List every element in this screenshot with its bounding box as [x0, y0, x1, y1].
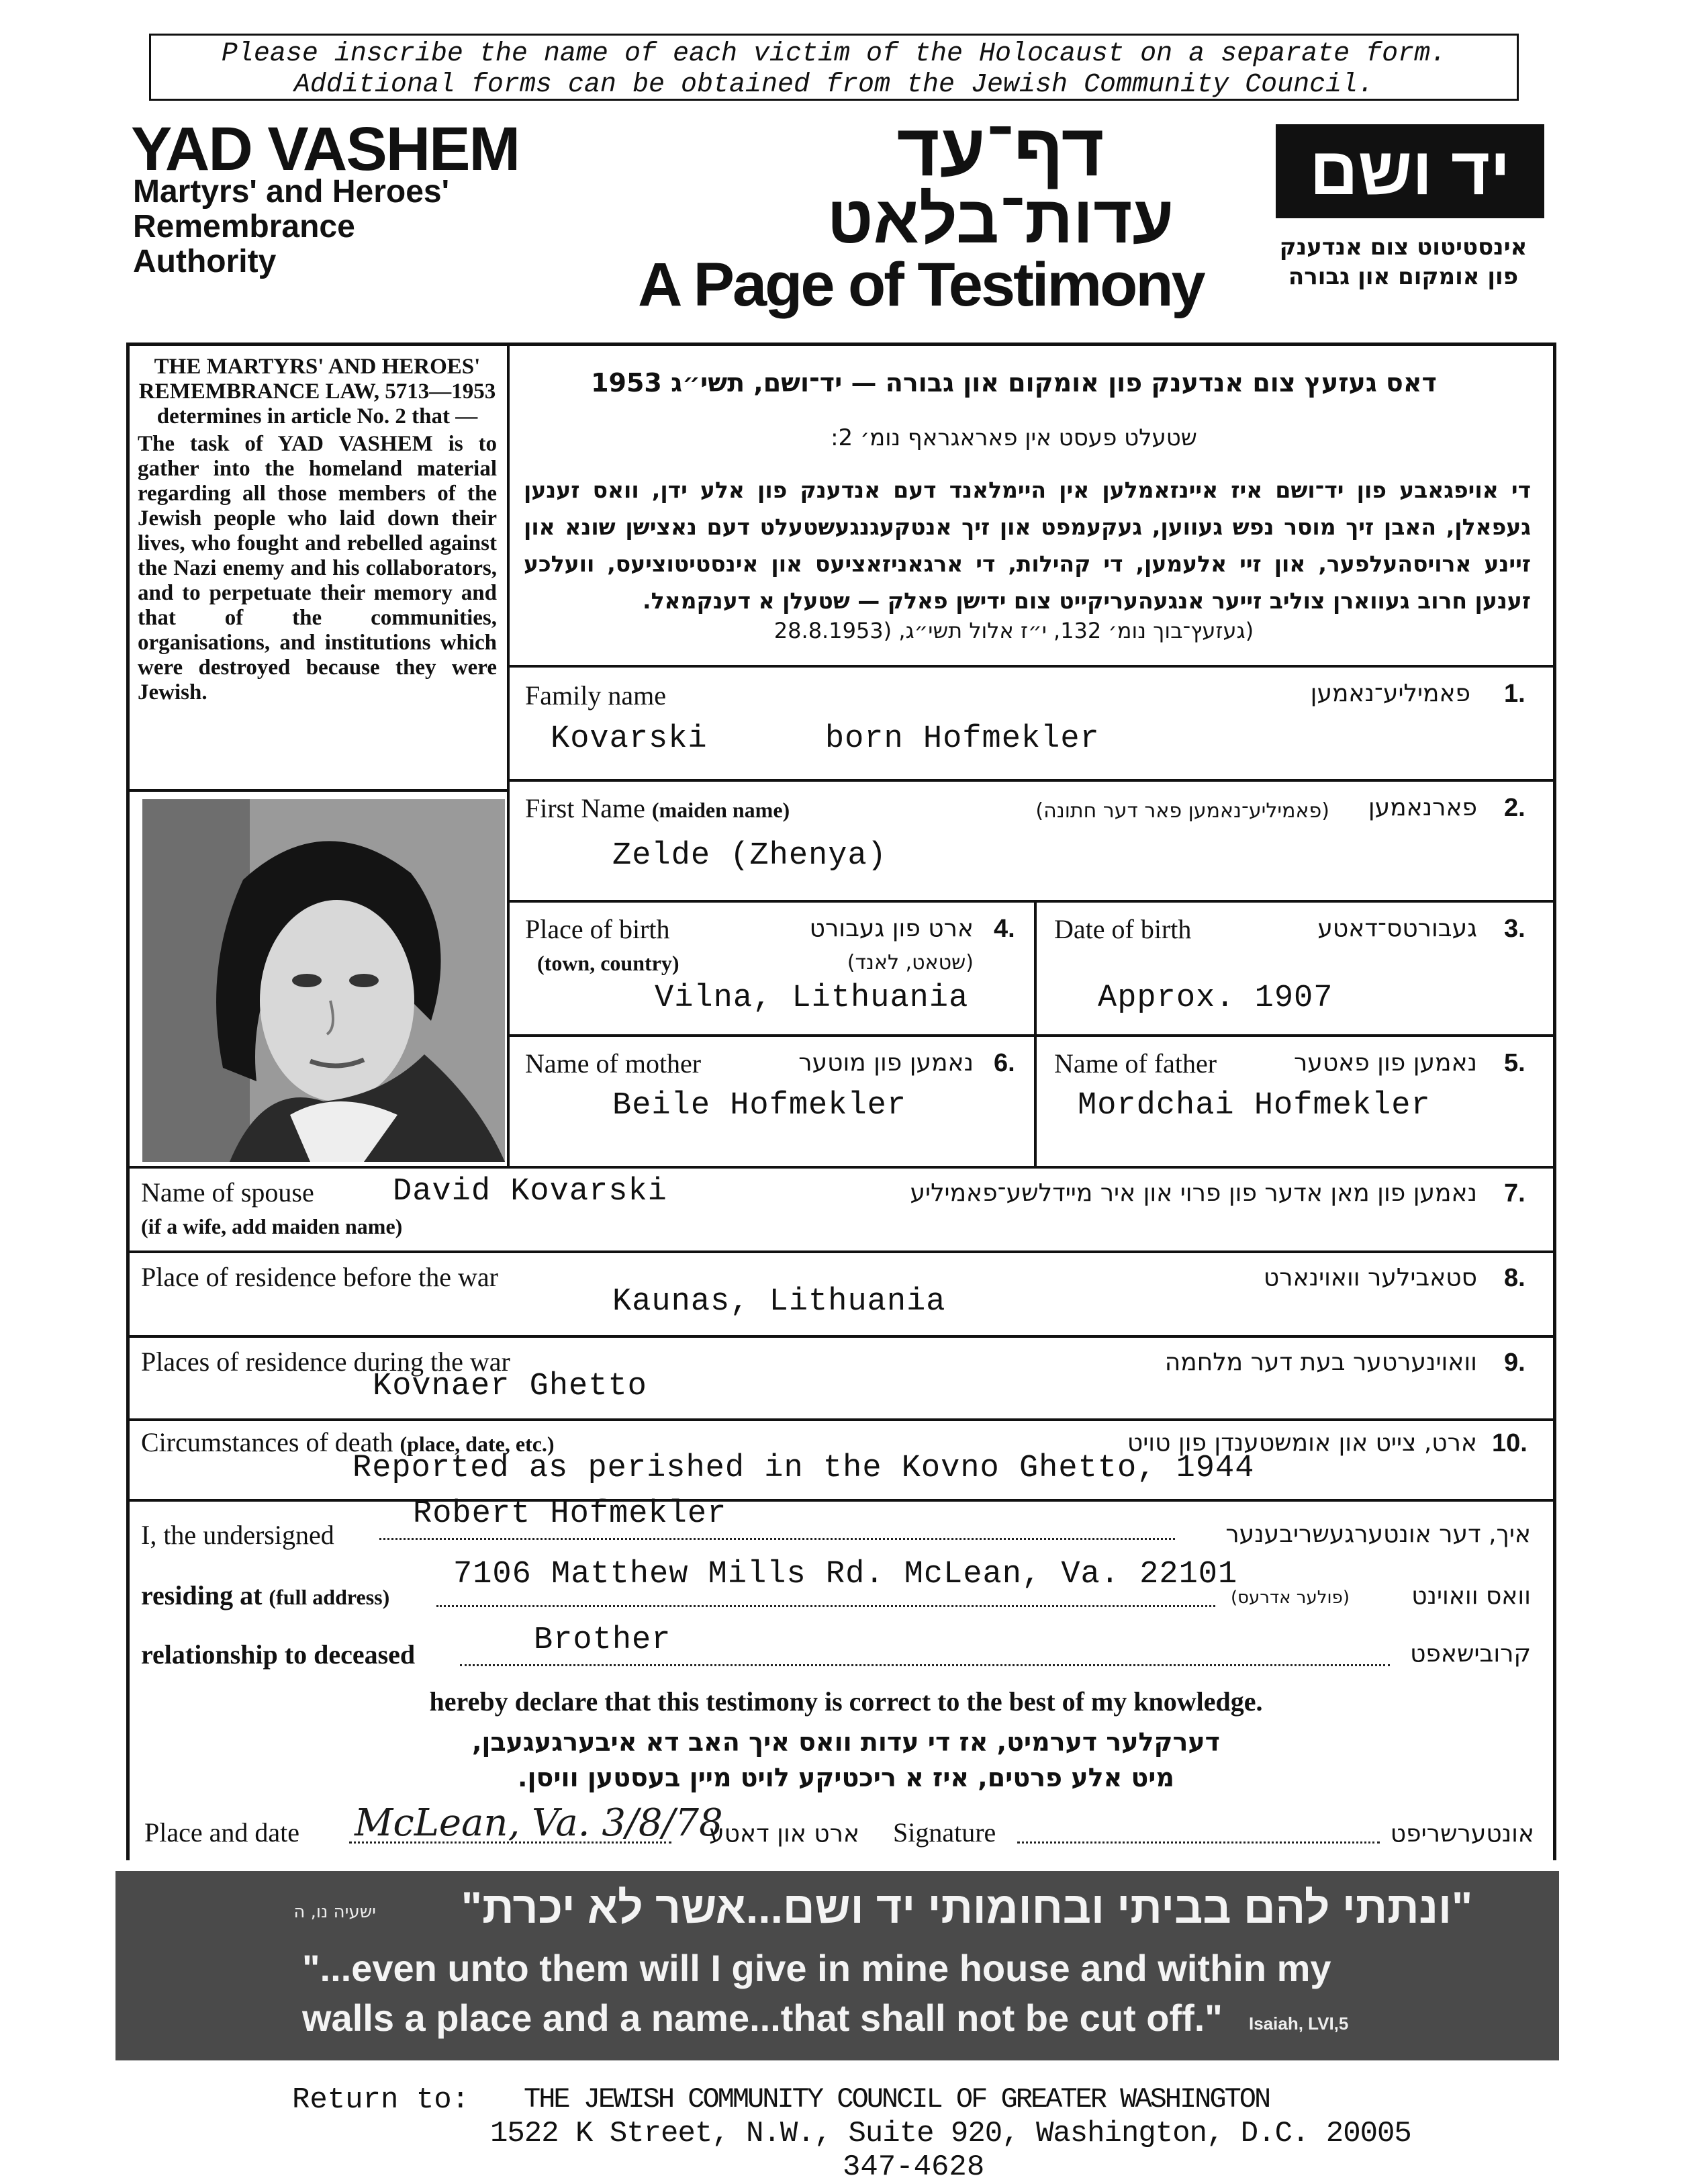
mother-name-heb: נאמען פון מוטער — [798, 1049, 974, 1077]
undersigned-label: I, the undersigned — [141, 1520, 334, 1550]
return-label: Return to: — [292, 2083, 470, 2117]
first-name-label — [525, 792, 790, 824]
death-label-sub: (place, date, etc.) — [399, 1432, 555, 1456]
heb-law-body: די אויפגאבע פון יד־ושם איז איינזאמלען אין היימלאנד דעם אנדענק פון אלע ידן, וואס זענען געפאלן, האבן זיך מוסר נפש געווען, געקעמפט און זיך אנטקעגנגעשטעלט דעם נאצישן שונא און זיינע ארויסהעלפער, און זיי אלעמען, די קהילות, די ארגאניזאציעס און אינסטיטוציעס, וועלכע זענען חרוב געווארן צוליב זייער אנגעהעריקייט צום ידישן פאלק — שטעלן א דענקמאל. — [524, 477, 1531, 614]
law-heading: THE MARTYRS' AND HEROES' REMEMBRANCE LAW, 5713—1953 — [138, 355, 496, 404]
return-phone: 347-4628 — [843, 2150, 985, 2184]
notice-line-2: Additional forms can be obtained from the Jewish Community Council. — [293, 70, 1374, 100]
residing-label-sub: (full address) — [269, 1585, 390, 1609]
field-4-num: 4. — [994, 915, 1015, 943]
org-sub-2: Remembrance — [133, 209, 355, 244]
field-1-num: 1. — [1504, 680, 1525, 708]
relationship-label: relationship to deceased — [141, 1639, 416, 1670]
place-date-label: Place and date — [144, 1817, 299, 1848]
org-sub-3: Authority — [133, 244, 277, 279]
death-circumstances-value[interactable]: Reported as perished in the Kovno Ghetto, 1944 — [352, 1451, 1255, 1486]
field-3-num: 3. — [1504, 915, 1525, 943]
yad-vashem-logo — [1276, 124, 1544, 218]
banner-ref: Isaiah, LVI,5 — [1249, 2013, 1349, 2034]
date-of-birth-label: Date of birth — [1054, 914, 1192, 944]
place-of-birth-label: Place of birth — [525, 914, 670, 944]
family-name-label: Family name — [525, 680, 666, 711]
first-name-heb: פארנאמען — [1368, 794, 1477, 821]
return-address: 1522 K Street, N.W., Suite 920, Washington, D.C. 20005 — [490, 2117, 1411, 2150]
spouse-value[interactable]: David Kovarski — [393, 1174, 667, 1210]
mother-name-value[interactable]: Beile Hofmekler — [612, 1088, 907, 1124]
field-6-num: 6. — [994, 1049, 1015, 1077]
undersigned-value[interactable]: Robert Hofmekler — [413, 1496, 727, 1532]
signature-label: Signature — [893, 1817, 996, 1848]
relationship-heb: קרובישאפט — [1410, 1640, 1531, 1668]
field-5-num: 5. — [1504, 1049, 1525, 1077]
declaration-heb-2: מיט אלע פרטים, איז א ריכטיקע לויט מיין בעסטען וויסן. — [518, 1763, 1174, 1792]
law-text-block — [138, 355, 497, 705]
father-name-heb: נאמען פון פאטער — [1293, 1049, 1477, 1077]
notice-line-1: Please inscribe the name of each victim of the Holocaust on a separate form. — [221, 39, 1447, 69]
residing-label — [141, 1580, 389, 1611]
family-name-value[interactable]: Kovarski born Hofmekler — [551, 721, 1100, 757]
residing-heb-sub: (פולער אדרעס) — [1231, 1588, 1350, 1608]
death-label-text: Circumstances of death — [141, 1427, 393, 1457]
logo-caption-1: אינסטיטוט צום אנדענק — [1279, 234, 1527, 261]
portrait-image — [142, 799, 505, 1162]
spouse-sub: (if a wife, add maiden name) — [141, 1214, 403, 1238]
first-name-value[interactable]: Zelde (Zhenya) — [612, 838, 887, 874]
place-of-birth-value[interactable]: Vilna, Lithuania — [655, 981, 969, 1016]
field-2-num: 2. — [1504, 794, 1525, 822]
father-name-label: Name of father — [1054, 1048, 1217, 1079]
date-of-birth-value[interactable]: Approx. 1907 — [1098, 981, 1333, 1016]
first-name-heb-sub: (פאמיליע־נאמען פאר דער חתונה) — [1035, 799, 1329, 823]
logo-text: יד ושם — [1309, 133, 1511, 209]
death-circumstances-heb: ארט, צייט און אומשטענדן פון טויט — [1127, 1429, 1477, 1457]
banner-heb: "ונתתי להם בביתי ובחומותי יד ושם...אשר לא יכרת" — [461, 1882, 1473, 1932]
victim-photo — [142, 799, 505, 1162]
residence-before-heb: סטאבילער וואוינארט — [1263, 1264, 1477, 1291]
place-date-heb: ארט און דאטע — [709, 1820, 859, 1848]
family-name-heb: פאמיליע־נאמען — [1310, 680, 1470, 707]
residence-during-value[interactable]: Kovnaer Ghetto — [373, 1369, 647, 1404]
residing-heb: וואס וואוינט — [1411, 1582, 1531, 1610]
org-name: YAD VASHEM — [131, 115, 520, 183]
declaration-heb-1: דערקלער דערמיט, אז די עדות וואס איך האב דא איבערגעגעבן, — [471, 1727, 1221, 1757]
place-of-birth-sub: (town, country) — [537, 951, 679, 975]
field-9-num: 9. — [1504, 1349, 1525, 1377]
first-name-label-text: First Name — [525, 793, 645, 823]
heb-law-ref: (געזעץ־בוך נומ׳ 132, י״ז אלול תשי״ג, (28.8.1953 — [773, 618, 1254, 643]
logo-caption-2: פון אומקום און גבורה — [1288, 263, 1519, 290]
residence-during-label: Places of residence during the war — [141, 1347, 510, 1377]
heb-law-line-1: דאס געזעץ צום אנדענק פון אומקום און גבורה — יד־ושם, תשי״ג 1953 — [591, 368, 1437, 398]
signature-heb: אונטערשריפט — [1390, 1820, 1534, 1848]
mother-name-label: Name of mother — [525, 1048, 702, 1079]
return-org: THE JEWISH COMMUNITY COUNCIL OF GREATER WASHINGTON — [524, 2083, 1270, 2115]
undersigned-heb: איך, דער אונטערגעשריבענער — [1225, 1520, 1531, 1548]
residing-label-text: residing at — [141, 1580, 263, 1610]
org-sub-1: Martyrs' and Heroes' — [133, 174, 449, 210]
father-name-value[interactable]: Mordchai Hofmekler — [1078, 1088, 1431, 1124]
page-title: A Page of Testimony — [638, 251, 1204, 319]
relationship-value[interactable]: Brother — [534, 1623, 671, 1658]
first-name-label-sub: (maiden name) — [651, 798, 790, 822]
field-7-num: 7. — [1504, 1179, 1525, 1208]
field-10-num: 10. — [1492, 1429, 1527, 1457]
law-article: determines in article No. 2 that — — [156, 404, 478, 428]
law-body: The task of YAD VASHEM is to gather into the homeland material regarding all those members of the Jewish people who laid down their lives, who fought and rebelled against the Nazi enemy and his collaborators, and to perpetuate their memory and that of the communities, organisations, and institutions which were destroyed because they were Jewish. — [138, 432, 497, 704]
banner-heb-ref: ישעיה נו, ה — [293, 1902, 376, 1922]
residence-before-value[interactable]: Kaunas, Lithuania — [612, 1284, 946, 1320]
heb-title-2: עדות־בלאט — [827, 182, 1174, 257]
declaration-text: hereby declare that this testimony is correct to the best of my knowledge. — [429, 1686, 1263, 1717]
place-of-birth-heb: ארט פון געבורט — [809, 915, 974, 942]
residing-value[interactable]: 7106 Matthew Mills Rd. McLean, Va. 22101 — [453, 1557, 1238, 1592]
spouse-heb: נאמען פון מאן אדער פון פרוי און איר מיידלשע־פאמיליע — [910, 1179, 1477, 1207]
residence-before-label: Place of residence before the war — [141, 1262, 498, 1292]
field-8-num: 8. — [1504, 1264, 1525, 1292]
banner-line-2: walls a place and a name...that shall not be cut off." — [302, 1997, 1223, 2039]
place-of-birth-heb-sub: (שטאט, לאנד) — [847, 951, 974, 974]
place-date-value[interactable]: McLean, Va. 3/8/78 — [355, 1801, 723, 1845]
heb-title-1: דף־עד — [896, 109, 1104, 191]
residence-during-heb: וואוינערטער בעת דער מלחמה — [1164, 1349, 1477, 1376]
spouse-label: Name of spouse — [141, 1177, 314, 1208]
date-of-birth-heb: געבורטס־דאטע — [1317, 915, 1477, 942]
banner-line-1: "...even unto them will I give in mine house and within my — [302, 1947, 1331, 1989]
heb-law-line-2: שטעלט פעסט אין פאראגראף נומ׳ 2: — [831, 424, 1197, 451]
